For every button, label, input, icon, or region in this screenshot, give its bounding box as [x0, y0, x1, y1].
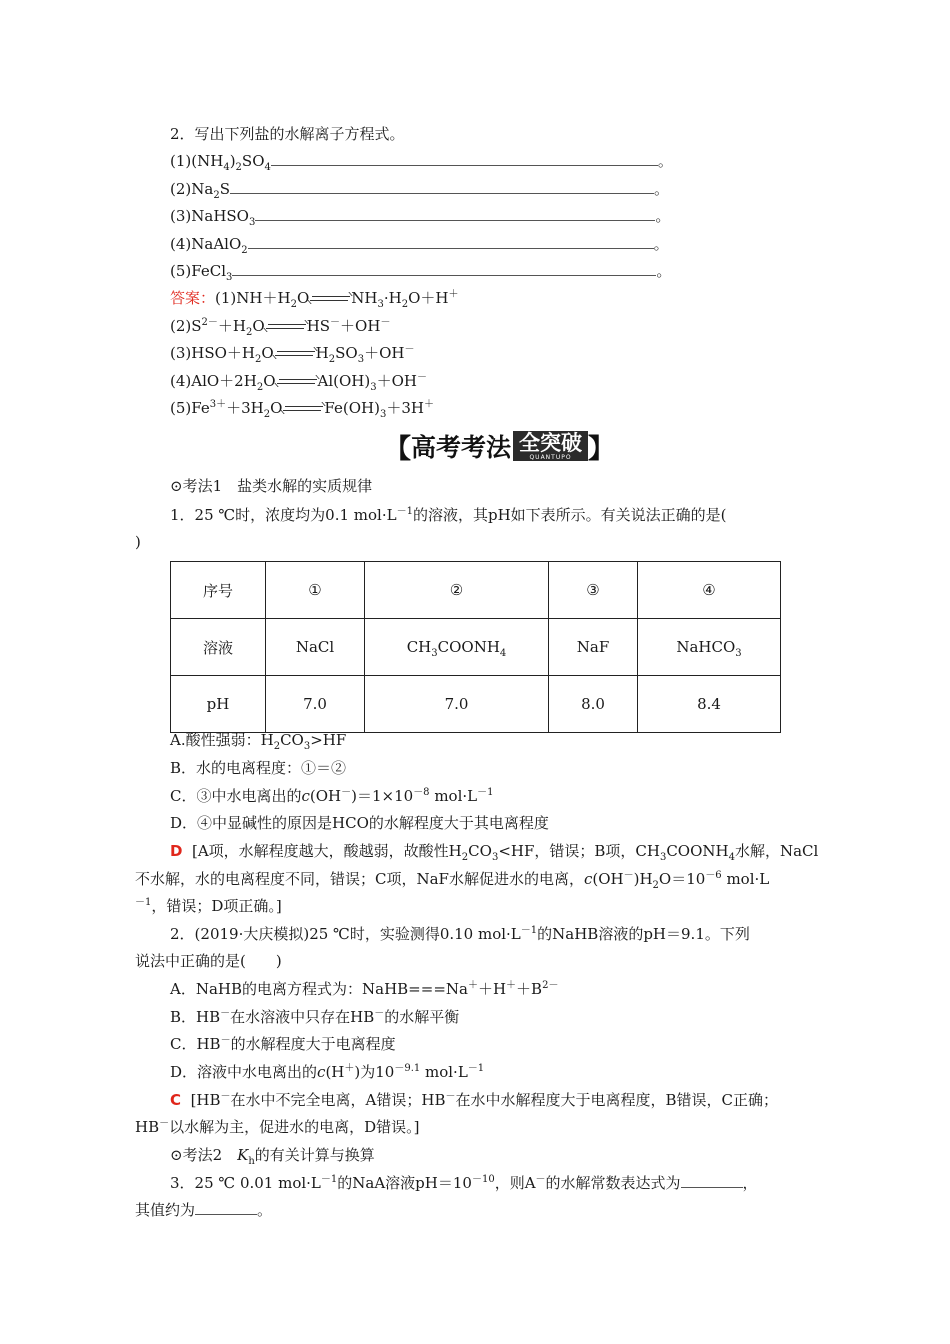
explanation-1-end: $^{-1}$，错误；D项正确。]	[135, 897, 282, 915]
option-d: D．④中显碱性的原因是HCO的水解程度大于其电离程度	[170, 814, 549, 832]
answer-1: 答案：$(1)NH+H_2O$ $NH_3\cdot H_2O+H^+$	[170, 289, 459, 310]
table-cell: 8.0	[549, 676, 638, 733]
answer-blank[interactable]	[232, 261, 656, 276]
answer-5: $(5)Fe^{3+}+3H_2O$ $Fe(OH)_3+3H^+$	[170, 399, 434, 420]
banner-title: 高考考法	[411, 433, 512, 462]
equilibrium-arrow-icon	[283, 404, 323, 414]
table-cell: 7.0	[266, 676, 365, 733]
q2-option-c: C．HB－的水解程度大于电离程度	[170, 1035, 396, 1053]
q1-stem: 1．25 ℃时，浓度均为0.1 $mol\cdot L^{-1}$的溶液，其pH如下表所示。有关说法正确的是(	[170, 506, 727, 524]
option-b: B．水的电离程度：①＝②	[170, 759, 347, 777]
section-banner: 【 高考考法 全突破 QUANTUPO 】	[384, 428, 615, 464]
answer-blank[interactable]	[248, 234, 654, 249]
item-5: (5)FeCl$_3$ 。	[170, 262, 672, 283]
table-cell: NaHCO$_3$	[638, 619, 781, 676]
equilibrium-arrow-icon	[310, 294, 350, 304]
answer-letter: D	[170, 842, 183, 860]
explanation-1: D [A项，水解程度越大，酸越弱，故酸性$H_2CO_3<HF$，错误；B项，$CH_3COONH_4$水解，NaCl	[170, 842, 819, 863]
answer-blank[interactable]	[681, 1173, 743, 1188]
item-1: $(1)(NH_4)_2SO_4$ 。	[170, 152, 673, 173]
table-row	[171, 676, 781, 733]
q3-stem-cont: 其值约为 。	[135, 1201, 273, 1219]
option-c: C．③中水电离出的$c(OH^-)=1\times 10^{-8}$ $mol\cdot L^{-1}$	[170, 787, 494, 805]
answer-letter: C	[170, 1091, 182, 1109]
q3-stem: 3．25 ℃ 0.01 $mol\cdot L^{-1}$的NaA溶液$pH=10^{-10}$，则A－的水解常数表达式为 ，	[170, 1174, 758, 1192]
table-cell: ②	[365, 562, 549, 619]
table-cell: 序号	[171, 562, 266, 619]
table-cell: NaF	[549, 619, 638, 676]
answer-4: $(4)AlO+2H_2O$ $Al(OH)_3+OH^-$	[170, 372, 427, 393]
item-4: (4)NaAlO$_2$ 。	[170, 235, 669, 256]
answer-2: $(2)S^{2-}+H_2O$ HS－＋OH－	[170, 317, 391, 338]
table-cell: 溶液	[171, 619, 266, 676]
q1-stem-cont: )	[135, 533, 141, 551]
table-cell: pH	[171, 676, 266, 733]
answer-3: $(3)HSO+H_2O$ $H_2SO_3+OH^-$	[170, 344, 415, 365]
table-cell: ③	[549, 562, 638, 619]
table-cell: NaCl	[266, 619, 365, 676]
q2-option-d: D．溶液中水电离出的c(H＋)为$10^{-9.1}$ $mol\cdot L^{-1}$	[170, 1063, 485, 1081]
table-cell: ④	[638, 562, 781, 619]
table-cell: $CH_3COONH_4$	[365, 619, 549, 676]
table-row	[171, 562, 781, 619]
item-3: (3)NaHSO$_3$ 。	[170, 207, 671, 228]
banner-badge: 全突破 QUANTUPO	[513, 431, 588, 461]
item-2: $(2)Na_2S$ 。	[170, 180, 669, 201]
table-cell: 7.0	[365, 676, 549, 733]
answer-blank[interactable]	[255, 206, 655, 221]
question-2-title: 2．写出下列盐的水解离子方程式。	[170, 125, 405, 143]
q2-stem: 2．(2019·大庆模拟)25 ℃时，实验测得0.10 $mol\cdot L^{-1}$的NaHB溶液的pH＝9.1。下列	[170, 925, 750, 943]
explanation-2: C [HB－在水中不完全电离，A错误；HB－在水中水解程度大于电离程度，B错误，C正确；	[170, 1091, 778, 1109]
explanation-2-cont: HB－以水解为主，促进水的电离，D错误。]	[135, 1118, 420, 1136]
answer-blank[interactable]	[230, 179, 654, 194]
table-cell: 8.4	[638, 676, 781, 733]
q2-option-a: A．NaHB的电离方程式为：$NaHB===Na^++H^++B^{2-}$	[170, 980, 559, 998]
method-1-title: ⊙考法1 盐类水解的实质规律	[170, 477, 373, 495]
q2-stem-cont: 说法中正确的是( )	[135, 952, 282, 970]
equilibrium-arrow-icon	[277, 377, 317, 387]
table-cell: ①	[266, 562, 365, 619]
explanation-1-cont: 不水解，水的电离程度不同，错误；C项，NaF水解促进水的电离，$c(OH^-)H_2O=10^{-6}$ mol·L	[135, 870, 770, 891]
equilibrium-arrow-icon	[275, 349, 315, 359]
option-a: A.酸性强弱：$H_2CO_3>HF$	[170, 731, 347, 752]
q2-option-b: B．HB－在水溶液中只存在HB－的水解平衡	[170, 1008, 460, 1026]
table-row	[171, 619, 781, 676]
answer-blank[interactable]	[195, 1200, 257, 1215]
equilibrium-arrow-icon	[266, 322, 306, 332]
method-2-title: ⊙考法2 $K_h$的有关计算与换算	[170, 1146, 375, 1167]
ph-table	[170, 561, 781, 733]
answer-blank[interactable]	[271, 151, 658, 166]
